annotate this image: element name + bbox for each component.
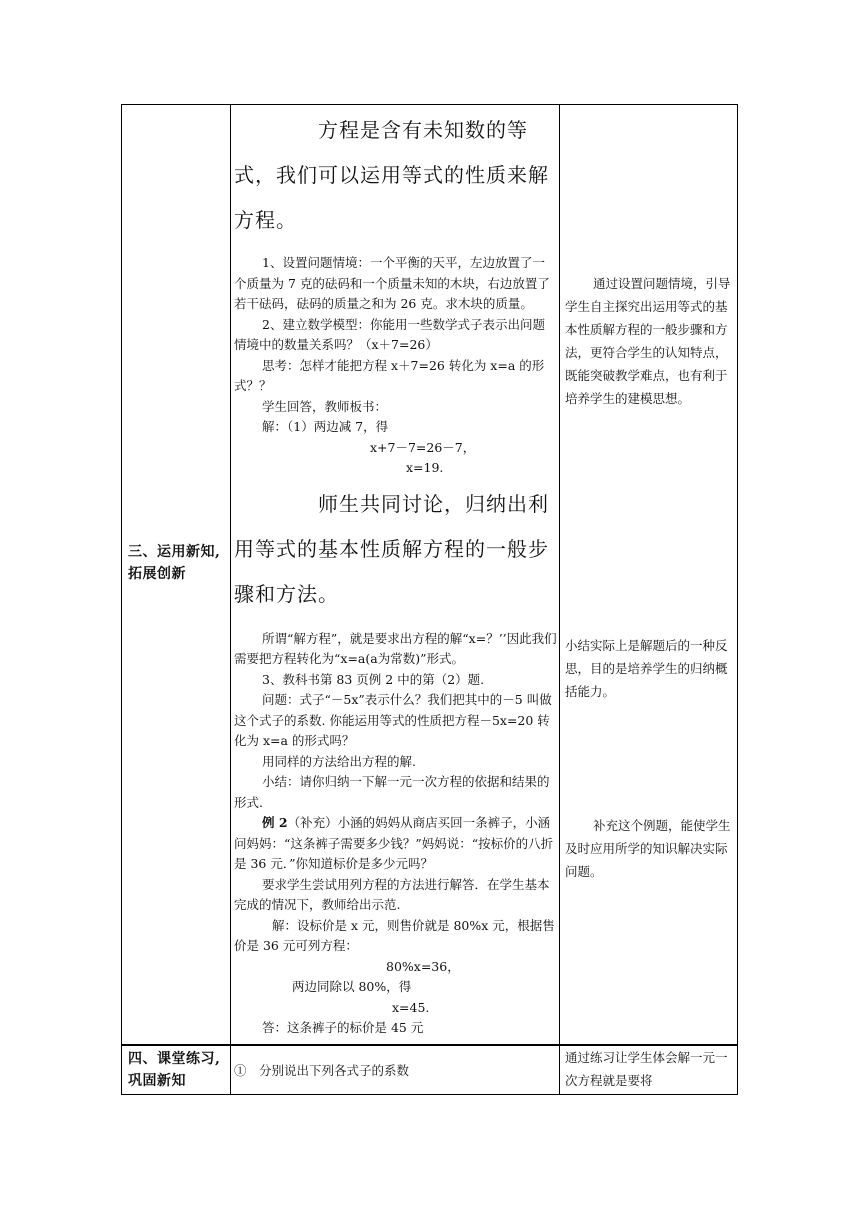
note-problem-situation — [565, 272, 733, 410]
table-top-border — [121, 104, 738, 105]
problem-situation: 1、设置问题情境：一个平衡的天平，左边放置了一个质量为 7 克的砝码和一个质量未知的木块，右边放置了若干砝码，砝码的质量之和为 26 克。求木块的质量。 — [234, 255, 550, 311]
lesson-table — [121, 104, 738, 1095]
note-summary — [565, 634, 733, 703]
equation-line: x=45. — [392, 999, 430, 1015]
summary-prompt: 小结：请你归纳一下解一元一次方程的依据和结果的形式. — [234, 774, 550, 810]
equation-line: x=19. — [406, 460, 444, 475]
column-divider-1 — [230, 104, 231, 1095]
math-model: 2、建立数学模型：你能用一些数学式子表示出问题情境中的数量关系吗？（x＋7=26） — [234, 316, 545, 352]
textbook-reference: 3、教科书第 83 页例 2 中的第（2）题. — [262, 671, 485, 687]
solve-definition: 所谓“解方程”，就是要求出方程的解“x=？’’因此我们需要把方程转化为“x=a(a为常数)”形式。 — [234, 630, 557, 666]
section-4-heading: 四、课堂练习,巩固新知 — [128, 1051, 221, 1089]
answer-line: 答：这条裤子的标价是 45 元 — [262, 1020, 424, 1035]
table-right-border — [737, 104, 738, 1095]
discussion-paragraph: 师生共同讨论，归纳出利用等式的基本性质解方程的一般步骤和方法。 — [234, 491, 549, 606]
table-bottom-border — [121, 1094, 738, 1095]
section-3-heading: 三、运用新知,拓展创新 — [128, 544, 221, 582]
equation-line: x+7－7=26－7， — [370, 439, 476, 455]
coefficient-question: 问题：式子“－5x”表示什么？我们把其中的－5 叫做这个式子的系数. 你能运用等式的性质把方程－5x=20 转化为 x=a 的形式吗？ — [234, 692, 552, 748]
column-divider-2 — [559, 104, 560, 1095]
table-left-border — [121, 104, 122, 1095]
example-2-label: 例 2 — [262, 815, 288, 830]
exercise-item: ① 分别说出下列各式子的系数 — [234, 1063, 410, 1078]
example-2-text: （补充）小涵的妈妈从商店买回一条裤子，小涵问妈妈：“这条裤子需要多少钱？”妈妈说：“按标价的八折是 36 元．”你知道标价是多少元吗？ — [234, 815, 554, 871]
solve-requirement: 要求学生尝试用列方程的方法进行解答．在学生基本完成的情况下，教师给出示范. — [234, 876, 550, 912]
same-method: 用同样的方法给出方程的解. — [262, 753, 416, 769]
think-question: 思考：怎样才能把方程 x＋7=26 转化为 x=a 的形式？？ — [234, 357, 545, 393]
main-content — [234, 108, 557, 1039]
note-text: 通过练习让学生体会解一元一次方程就是要将 — [565, 1050, 728, 1088]
solution-step: 解：（1）两边减 7，得 — [262, 419, 389, 434]
intro-paragraph: 方程是含有未知数的等式，我们可以运用等式的性质来解方程。 — [234, 118, 549, 232]
note-text: 通过设置问题情境，引导学生自主探究出运用等式的基本性质解方程的一般步骤和方法，更符合学生的认知特点，既能突破教学难点，也有利于培养学生的建模思想。 — [565, 276, 731, 406]
equation-line: 80%x=36， — [386, 958, 460, 974]
note-exercise — [565, 1046, 733, 1092]
example-2 — [234, 813, 557, 875]
note-example — [565, 814, 733, 883]
note-text: 补充这个例题，能使学生及时应用所学的知识解决实际问题。 — [565, 818, 731, 879]
example-solution: 解：设标价是 x 元，则售价就是 80%x 元，根据售价是 36 元可列方程： — [234, 917, 555, 953]
note-text: 小结实际上是解题后的一种反思，目的是培养学生的归纳概括能力。 — [565, 638, 728, 699]
equation-line: 两边同除以 80%，得 — [292, 979, 412, 994]
student-answer: 学生回答，教师板书： — [262, 398, 388, 414]
